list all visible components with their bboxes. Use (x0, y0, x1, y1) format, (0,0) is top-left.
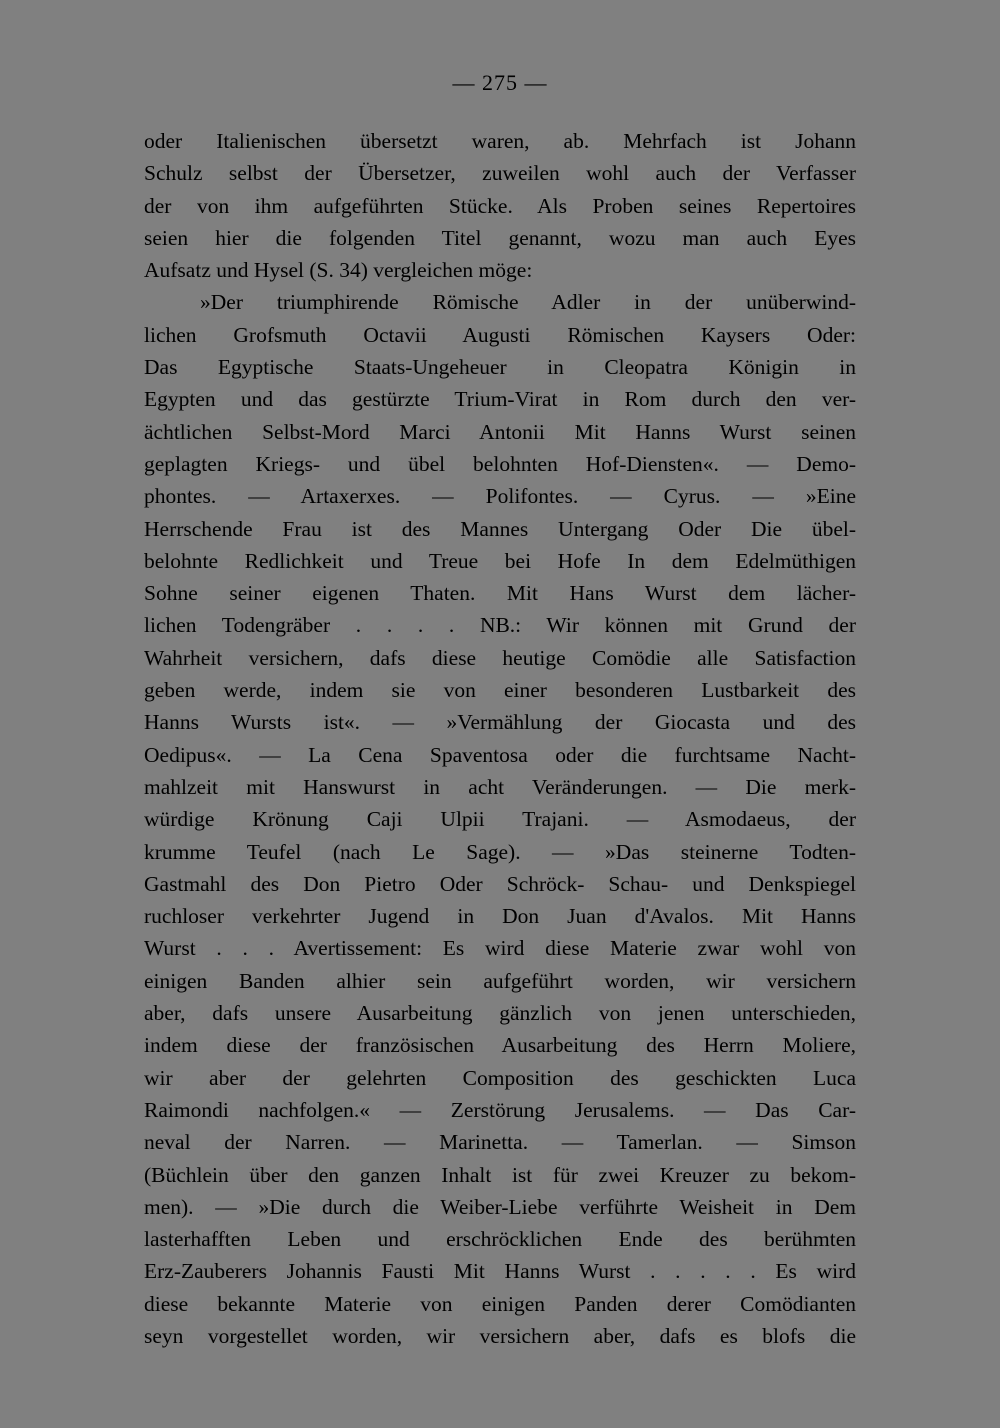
text-line: lichen Grofsmuth Octavii Augusti Römischen Kaysers Oder: (144, 322, 856, 347)
body-text (144, 125, 856, 1352)
text-line: mahlzeit mit Hanswurst in acht Veränderungen. — Die merk- (144, 774, 856, 799)
text-line: ächtlichen Selbst-Mord Marci Antonii Mit Hanns Wurst seinen (144, 419, 856, 444)
text-line: Herrschende Frau ist des Mannes Untergang Oder Die übel- (144, 516, 856, 541)
text-line: men). — »Die durch die Weiber-Liebe verführte Weisheit in Dem (144, 1194, 856, 1219)
text-line: Sohne seiner eigenen Thaten. Mit Hans Wurst dem lächer- (144, 581, 856, 606)
text-line: lichen Todengräber . . . . NB.: Wir können mit Grund der (144, 613, 856, 638)
text-line: ruchloser verkehrter Jugend in Don Juan d'Avalos. Mit Hanns (144, 904, 856, 929)
text-line: diese bekannte Materie von einigen Panden derer Comödianten (144, 1291, 856, 1316)
text-line: Gastmahl des Don Pietro Oder Schröck- Schau- und Denkspiegel (144, 871, 856, 896)
text-line: würdige Krönung Caji Ulpii Trajani. — Asmodaeus, der (144, 807, 856, 832)
text-line: neval der Narren. — Marinetta. — Tamerlan. — Simson (144, 1130, 856, 1155)
text-line: Aufsatz und Hysel (S. 34) vergleichen möge: (144, 258, 533, 283)
text-line: krumme Teufel (nach Le Sage). — »Das steinerne Todten- (144, 839, 856, 864)
text-line: oder Italienischen übersetzt waren, ab. Mehrfach ist Johann (144, 129, 856, 153)
text-line: Oedipus«. — La Cena Spaventosa oder die furchtsame Nacht- (144, 742, 856, 767)
page-number: — 275 — (452, 70, 548, 95)
text-line: Wurst . . . Avertissement: Es wird diese Materie zwar wohl von (144, 936, 856, 961)
text-line: einigen Banden alhier sein aufgeführt worden, wir versichern (144, 968, 856, 993)
text-line: geplagten Kriegs- und übel belohnten Hof-Diensten«. — Demo- (144, 451, 856, 476)
text-line: seyn vorgestellet worden, wir versichern aber, dafs es blofs die (144, 1323, 856, 1348)
text-line: Egypten und das gestürzte Trium-Virat in Rom durch den ver- (144, 387, 856, 412)
text-line: Schulz selbst der Übersetzer, zuweilen wohl auch der Verfasser (144, 161, 856, 186)
text-line: belohnte Redlichkeit und Treue bei Hofe In dem Edelmüthigen (144, 548, 856, 573)
text-line: seien hier die folgenden Titel genannt, wozu man auch Eyes (144, 225, 856, 250)
text-line: geben werde, indem sie von einer besonderen Lustbarkeit des (144, 678, 856, 703)
text-line: Erz-Zauberers Johannis Fausti Mit Hanns Wurst . . . . . Es wird (144, 1259, 856, 1284)
text-line: phontes. — Artaxerxes. — Polifontes. — Cyrus. — »Eine (144, 484, 856, 509)
text-line: indem diese der französischen Ausarbeitung des Herrn Moliere, (144, 1033, 856, 1058)
text-line: Das Egyptische Staats-Ungeheuer in Cleopatra Königin in (144, 355, 856, 380)
text-line: wir aber der gelehrten Composition des geschickten Luca (144, 1065, 856, 1090)
text-line: Hanns Wursts ist«. — »Vermählung der Giocasta und des (144, 710, 856, 735)
text-line: aber, dafs unsere Ausarbeitung gänzlich von jenen unterschieden, (144, 1001, 856, 1026)
text-line: der von ihm aufgeführten Stücke. Als Proben seines Repertoires (144, 193, 856, 218)
text-line: »Der triumphirende Römische Adler in der unüberwind- (200, 290, 856, 315)
text-line: (Büchlein über den ganzen Inhalt ist für zwei Kreuzer zu bekom- (144, 1162, 856, 1187)
text-line: lasterhafften Leben und erschröcklichen Ende des berühmten (144, 1227, 856, 1252)
text-line: Wahrheit versichern, dafs diese heutige Comödie alle Satisfaction (144, 645, 856, 670)
text-line: Raimondi nachfolgen.« — Zerstörung Jerusalems. — Das Car- (144, 1097, 856, 1122)
